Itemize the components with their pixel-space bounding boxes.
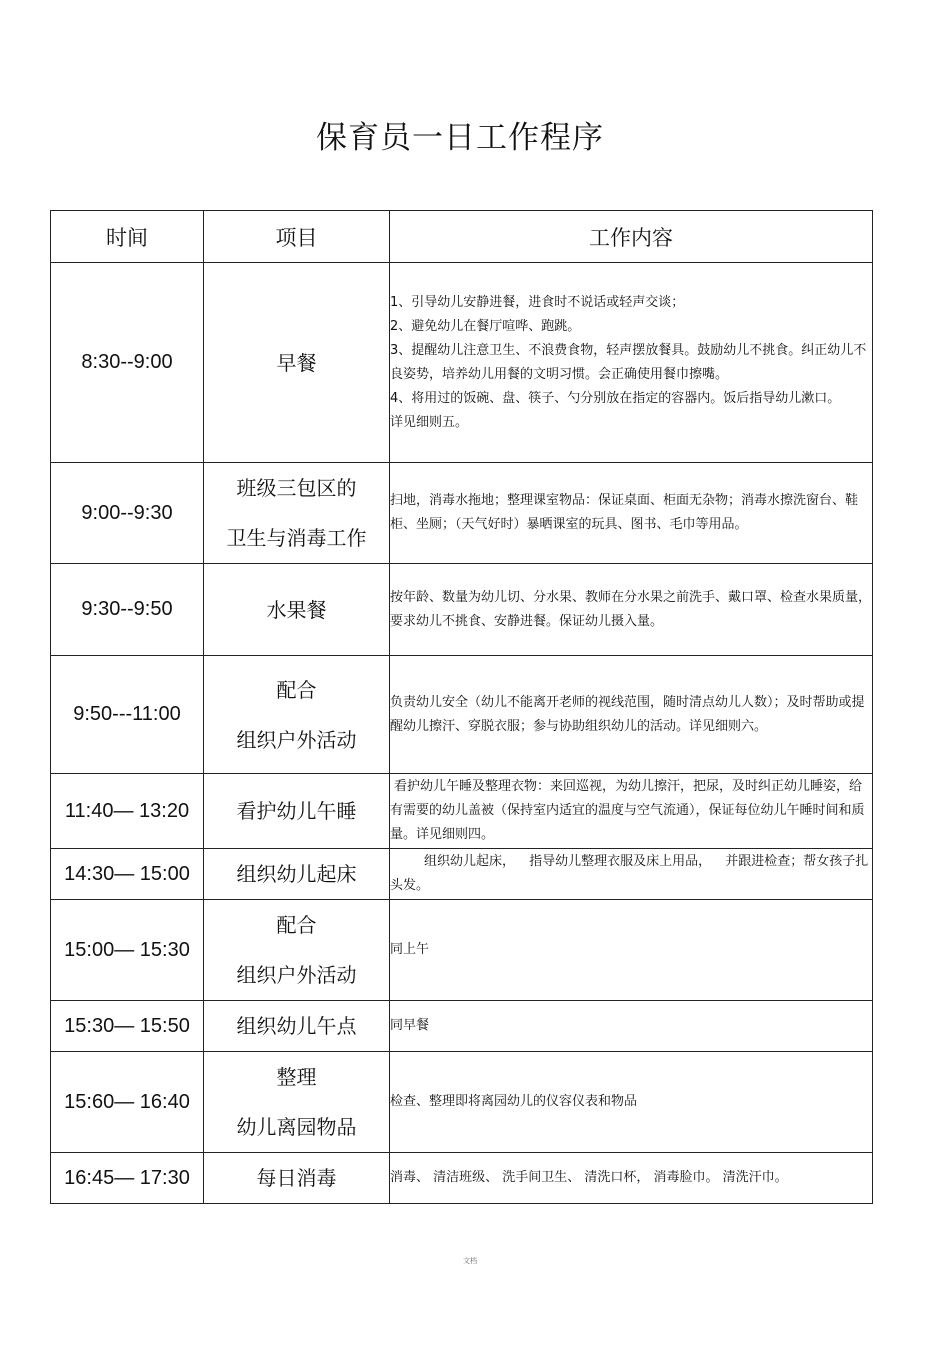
time-cell: 9:50---11:00 xyxy=(51,656,204,774)
item-cell xyxy=(204,564,390,656)
content-cell xyxy=(390,1001,873,1052)
content-para: 消毒、 清洁班级、 洗手间卫生、 清洗口杯， 消毒脸巾。 清洗汗巾。 xyxy=(390,1170,788,1185)
content-para: 检查、整理即将离园幼儿的仪容仪表和物品 xyxy=(390,1094,638,1109)
content-para: 同上午 xyxy=(390,942,430,957)
page-footer: 文档 xyxy=(463,1257,477,1265)
content-para: 1、引导幼儿安静进餐，进食时不说话或轻声交谈； xyxy=(390,294,685,310)
table-row xyxy=(51,463,873,564)
content-para: 2、避免幼儿在餐厅喧哗、跑跳。 xyxy=(390,318,581,334)
content-para: 看护幼儿午睡及整理衣物：来回巡视，为幼儿擦汗，把尿，及时纠正幼儿睡姿，给有需要的幼儿盖被（保持室内适宜的温度与空气流通），保证每位幼儿午睡时间和质量。详见细则四。 xyxy=(390,779,865,842)
time-cell: 16:45— 17:30 xyxy=(51,1153,204,1204)
table-row xyxy=(51,1052,873,1153)
table-row xyxy=(51,656,873,774)
item-line: 整理 xyxy=(276,1065,317,1089)
item-cell xyxy=(204,263,390,463)
header-item: 项目 xyxy=(204,211,390,263)
content-cell xyxy=(390,656,873,774)
time-cell: 15:00— 15:30 xyxy=(51,900,204,1001)
item-line: 配合 xyxy=(276,677,317,702)
table-row xyxy=(51,774,873,849)
table-header-row xyxy=(51,211,873,263)
content-para: 组织幼儿起床， 指导幼儿整理衣服及床上用品， 并跟进检查；帮女孩子扎头发。 xyxy=(390,854,869,893)
content-para: 详见细则五。 xyxy=(390,414,469,430)
content-cell xyxy=(390,900,873,1001)
time-cell: 8:30--9:00 xyxy=(51,263,204,463)
time-cell: 11:40— 13:20 xyxy=(51,774,204,849)
item-line: 水果餐 xyxy=(266,597,327,622)
item-line: 组织户外活动 xyxy=(236,963,357,987)
item-line: 配合 xyxy=(276,913,317,937)
content-para: 同早餐 xyxy=(390,1018,430,1033)
time-cell: 15:30— 15:50 xyxy=(51,1001,204,1052)
table-row xyxy=(51,849,873,900)
content-cell xyxy=(390,849,873,900)
content-para: 负责幼儿安全（幼儿不能离开老师的视线范围，随时清点幼儿人数）；及时帮助或提醒幼儿擦汗、穿脱衣服；参与协助组织幼儿的活动。详见细则六。 xyxy=(390,694,865,734)
item-line: 早餐 xyxy=(276,350,317,375)
header-time: 时间 xyxy=(51,211,204,263)
item-line: 组织户外活动 xyxy=(236,727,357,752)
content-cell xyxy=(390,564,873,656)
item-line: 幼儿离园物品 xyxy=(236,1115,357,1139)
table-row xyxy=(51,1153,873,1204)
content-cell xyxy=(390,1052,873,1153)
header-content: 工作内容 xyxy=(390,211,873,263)
item-line: 每日消毒 xyxy=(256,1166,337,1190)
time-cell: 9:30--9:50 xyxy=(51,564,204,656)
time-cell: 14:30— 15:00 xyxy=(51,849,204,900)
content-cell xyxy=(390,774,873,849)
time-cell: 15:60— 16:40 xyxy=(51,1052,204,1153)
item-cell xyxy=(204,774,390,849)
item-cell xyxy=(204,656,390,774)
page-title: 保育员一日工作程序 xyxy=(316,120,604,156)
schedule-table xyxy=(50,210,873,1204)
content-para: 扫地，消毒水拖地；整理课室物品：保证桌面、柜面无杂物；消毒水擦洗窗台、鞋柜、坐厕；（天气好时）暴晒课室的玩具、图书、毛巾等用品。 xyxy=(390,493,859,532)
content-cell xyxy=(390,263,873,463)
item-line: 班级三包区的 xyxy=(236,476,357,500)
item-cell xyxy=(204,849,390,900)
table-row xyxy=(51,1001,873,1052)
item-cell xyxy=(204,900,390,1001)
table-row xyxy=(51,263,873,463)
content-para: 4、将用过的饭碗、盘、筷子、勺分别放在指定的容器内。饭后指导幼儿漱口。 xyxy=(390,390,841,406)
item-cell xyxy=(204,463,390,564)
item-cell xyxy=(204,1153,390,1204)
content-cell xyxy=(390,1153,873,1204)
item-line: 组织幼儿起床 xyxy=(236,862,357,886)
content-cell xyxy=(390,463,873,564)
table-row xyxy=(51,564,873,656)
item-cell xyxy=(204,1052,390,1153)
item-line: 组织幼儿午点 xyxy=(236,1014,357,1038)
table-row xyxy=(51,900,873,1001)
item-line: 看护幼儿午睡 xyxy=(236,799,357,823)
time-cell: 9:00--9:30 xyxy=(51,463,204,564)
item-cell xyxy=(204,1001,390,1052)
content-para: 按年龄、数量为幼儿切、分水果、教师在分水果之前洗手、戴口罩、检查水果质量，要求幼儿不挑食、安静进餐。保证幼儿摄入量。 xyxy=(390,589,872,629)
item-line: 卫生与消毒工作 xyxy=(226,526,367,550)
content-para: 3、提醒幼儿注意卫生、不浪费食物，轻声摆放餐具。鼓励幼儿不挑食。纠正幼儿不良姿势，培养幼儿用餐的文明习惯。会正确使用餐巾擦嘴。 xyxy=(390,342,867,382)
